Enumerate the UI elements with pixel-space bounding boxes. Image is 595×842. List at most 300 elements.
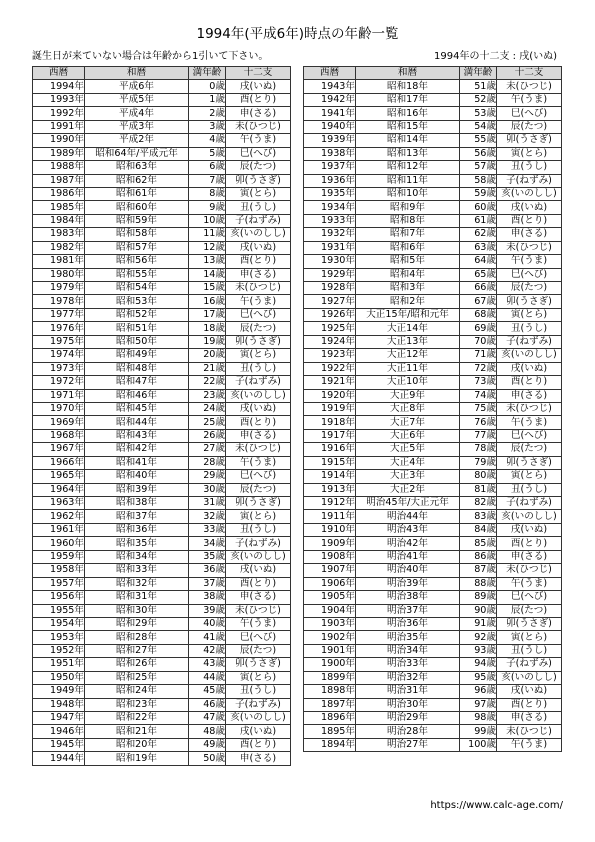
table-row: [304, 187, 562, 200]
cell-wareki: 昭和9年: [356, 201, 460, 214]
cell-age: 5歳: [189, 147, 226, 160]
cell-seireki: 1963年: [33, 497, 85, 510]
cell-eto: 亥(いのしし): [497, 187, 562, 200]
cell-wareki: 大正13年: [356, 335, 460, 348]
table-row: [33, 241, 291, 254]
table-row: [33, 268, 291, 281]
cell-wareki: 大正4年: [356, 456, 460, 469]
table-row: [304, 80, 562, 93]
table-row: [304, 658, 562, 671]
cell-age: 49歳: [189, 738, 226, 751]
table-row: [33, 107, 291, 120]
cell-wareki: 大正10年: [356, 376, 460, 389]
cell-wareki: 昭和42年: [85, 443, 189, 456]
cell-wareki: 明治28年: [356, 725, 460, 738]
cell-eto: 卯(うさぎ): [226, 174, 291, 187]
cell-eto: 卯(うさぎ): [226, 497, 291, 510]
cell-wareki: 昭和62年: [85, 174, 189, 187]
cell-wareki: 昭和30年: [85, 604, 189, 617]
cell-wareki: 昭和64年/平成元年: [85, 147, 189, 160]
cell-seireki: 1920年: [304, 389, 356, 402]
cell-seireki: 1950年: [33, 671, 85, 684]
table-row: [304, 470, 562, 483]
cell-age: 75歳: [460, 402, 497, 415]
cell-eto: 戌(いぬ): [226, 725, 291, 738]
cell-age: 38歳: [189, 591, 226, 604]
table-row: [304, 120, 562, 133]
table-row: [33, 282, 291, 295]
cell-seireki: 1923年: [304, 349, 356, 362]
cell-eto: 酉(とり): [497, 376, 562, 389]
cell-seireki: 1910年: [304, 523, 356, 536]
table-row: [304, 308, 562, 321]
cell-age: 42歳: [189, 644, 226, 657]
cell-age: 12歳: [189, 241, 226, 254]
cell-age: 100歳: [460, 738, 497, 751]
cell-seireki: 1956年: [33, 591, 85, 604]
cell-age: 23歳: [189, 389, 226, 402]
cell-eto: 申(さる): [226, 429, 291, 442]
table-row: [33, 174, 291, 187]
cell-seireki: 1955年: [33, 604, 85, 617]
cell-seireki: 1905年: [304, 591, 356, 604]
cell-wareki: 明治44年: [356, 510, 460, 523]
cell-wareki: 昭和33年: [85, 564, 189, 577]
cell-eto: 卯(うさぎ): [497, 456, 562, 469]
cell-wareki: 昭和43年: [85, 429, 189, 442]
cell-age: 82歳: [460, 497, 497, 510]
cell-wareki: 明治40年: [356, 564, 460, 577]
cell-age: 90歳: [460, 604, 497, 617]
cell-eto: 丑(うし): [226, 201, 291, 214]
cell-seireki: 1965年: [33, 470, 85, 483]
cell-wareki: 昭和54年: [85, 282, 189, 295]
cell-eto: 寅(とら): [226, 671, 291, 684]
cell-age: 2歳: [189, 107, 226, 120]
cell-age: 33歳: [189, 523, 226, 536]
cell-wareki: 昭和18年: [356, 80, 460, 93]
cell-age: 24歳: [189, 402, 226, 415]
table-row: [33, 147, 291, 160]
table-row: [304, 241, 562, 254]
cell-wareki: 昭和22年: [85, 712, 189, 725]
cell-seireki: 1926年: [304, 308, 356, 321]
cell-age: 50歳: [189, 752, 226, 765]
cell-seireki: 1899年: [304, 671, 356, 684]
cell-age: 20歳: [189, 349, 226, 362]
cell-wareki: 昭和5年: [356, 255, 460, 268]
cell-seireki: 1911年: [304, 510, 356, 523]
cell-eto: 亥(いのしし): [497, 349, 562, 362]
cell-age: 10歳: [189, 214, 226, 227]
cell-seireki: 1921年: [304, 376, 356, 389]
cell-eto: 丑(うし): [497, 161, 562, 174]
cell-age: 29歳: [189, 470, 226, 483]
cell-seireki: 1985年: [33, 201, 85, 214]
cell-eto: 申(さる): [226, 591, 291, 604]
cell-seireki: 1895年: [304, 725, 356, 738]
cell-seireki: 1924年: [304, 335, 356, 348]
table-row: [33, 591, 291, 604]
cell-wareki: 昭和11年: [356, 174, 460, 187]
cell-seireki: 1987年: [33, 174, 85, 187]
cell-eto: 巳(へび): [226, 470, 291, 483]
cell-seireki: 1912年: [304, 497, 356, 510]
cell-wareki: 明治37年: [356, 604, 460, 617]
cell-age: 59歳: [460, 187, 497, 200]
cell-eto: 酉(とり): [226, 255, 291, 268]
cell-eto: 卯(うさぎ): [497, 134, 562, 147]
cell-seireki: 1902年: [304, 631, 356, 644]
cell-wareki: 大正9年: [356, 389, 460, 402]
table-row: [33, 93, 291, 106]
cell-age: 72歳: [460, 362, 497, 375]
cell-wareki: 明治38年: [356, 591, 460, 604]
cell-wareki: 昭和17年: [356, 93, 460, 106]
table-row: [304, 362, 562, 375]
cell-wareki: 明治45年/大正元年: [356, 497, 460, 510]
cell-seireki: 1929年: [304, 268, 356, 281]
cell-eto: 巳(へび): [497, 107, 562, 120]
table-row: [33, 161, 291, 174]
cell-wareki: 昭和7年: [356, 228, 460, 241]
cell-eto: 午(うま): [497, 255, 562, 268]
cell-eto: 午(うま): [497, 416, 562, 429]
cell-seireki: 1952年: [33, 644, 85, 657]
table-row: [33, 120, 291, 133]
cell-eto: 丑(うし): [226, 685, 291, 698]
cell-age: 56歳: [460, 147, 497, 160]
cell-eto: 酉(とり): [497, 537, 562, 550]
cell-eto: 午(うま): [226, 456, 291, 469]
cell-eto: 辰(たつ): [497, 604, 562, 617]
cell-age: 93歳: [460, 644, 497, 657]
cell-wareki: 昭和49年: [85, 349, 189, 362]
cell-age: 68歳: [460, 308, 497, 321]
cell-eto: 未(ひつじ): [497, 241, 562, 254]
cell-wareki: 昭和28年: [85, 631, 189, 644]
cell-eto: 申(さる): [497, 712, 562, 725]
cell-seireki: 1907年: [304, 564, 356, 577]
cell-wareki: 昭和52年: [85, 308, 189, 321]
cell-age: 92歳: [460, 631, 497, 644]
table-row: [304, 712, 562, 725]
cell-seireki: 1993年: [33, 93, 85, 106]
table-row: [33, 738, 291, 751]
table-row: [304, 671, 562, 684]
cell-wareki: 昭和45年: [85, 402, 189, 415]
cell-seireki: 1962年: [33, 510, 85, 523]
cell-eto: 酉(とり): [226, 93, 291, 106]
cell-eto: 子(ねずみ): [226, 698, 291, 711]
cell-age: 3歳: [189, 120, 226, 133]
cell-eto: 亥(いのしし): [226, 228, 291, 241]
age-table-left-body: [33, 80, 291, 765]
cell-seireki: 1908年: [304, 550, 356, 563]
header-age: 満年齢: [189, 67, 226, 80]
cell-wareki: 昭和4年: [356, 268, 460, 281]
cell-wareki: 明治34年: [356, 644, 460, 657]
cell-age: 4歳: [189, 134, 226, 147]
cell-eto: 申(さる): [497, 228, 562, 241]
cell-age: 55歳: [460, 134, 497, 147]
table-row: [304, 349, 562, 362]
table-row: [304, 322, 562, 335]
cell-wareki: 明治30年: [356, 698, 460, 711]
table-row: [304, 402, 562, 415]
cell-age: 43歳: [189, 658, 226, 671]
cell-seireki: 1930年: [304, 255, 356, 268]
cell-seireki: 1953年: [33, 631, 85, 644]
cell-eto: 午(うま): [497, 577, 562, 590]
cell-seireki: 1940年: [304, 120, 356, 133]
cell-wareki: 昭和60年: [85, 201, 189, 214]
cell-age: 25歳: [189, 416, 226, 429]
cell-wareki: 昭和24年: [85, 685, 189, 698]
header-eto: 十二支: [226, 67, 291, 80]
cell-seireki: 1935年: [304, 187, 356, 200]
cell-eto: 未(ひつじ): [226, 604, 291, 617]
cell-seireki: 1945年: [33, 738, 85, 751]
cell-eto: 子(ねずみ): [226, 376, 291, 389]
cell-age: 54歳: [460, 120, 497, 133]
cell-wareki: 大正11年: [356, 362, 460, 375]
cell-wareki: 明治31年: [356, 685, 460, 698]
cell-eto: 寅(とら): [497, 147, 562, 160]
table-row: [304, 107, 562, 120]
cell-eto: 申(さる): [226, 107, 291, 120]
cell-wareki: 昭和6年: [356, 241, 460, 254]
cell-eto: 亥(いのしし): [497, 510, 562, 523]
cell-wareki: 昭和35年: [85, 537, 189, 550]
cell-eto: 未(ひつじ): [226, 443, 291, 456]
cell-seireki: 1917年: [304, 429, 356, 442]
cell-seireki: 1973年: [33, 362, 85, 375]
table-row: [33, 308, 291, 321]
cell-eto: 寅(とら): [226, 510, 291, 523]
cell-wareki: 平成6年: [85, 80, 189, 93]
cell-eto: 子(ねずみ): [497, 174, 562, 187]
cell-wareki: 昭和8年: [356, 214, 460, 227]
cell-age: 88歳: [460, 577, 497, 590]
cell-age: 7歳: [189, 174, 226, 187]
cell-age: 91歳: [460, 617, 497, 630]
cell-seireki: 1916年: [304, 443, 356, 456]
cell-wareki: 昭和48年: [85, 362, 189, 375]
cell-age: 84歳: [460, 523, 497, 536]
cell-seireki: 1934年: [304, 201, 356, 214]
cell-seireki: 1979年: [33, 282, 85, 295]
cell-wareki: 明治42年: [356, 537, 460, 550]
cell-seireki: 1897年: [304, 698, 356, 711]
cell-age: 37歳: [189, 577, 226, 590]
table-row: [304, 93, 562, 106]
cell-age: 77歳: [460, 429, 497, 442]
cell-seireki: 1957年: [33, 577, 85, 590]
cell-seireki: 1990年: [33, 134, 85, 147]
cell-eto: 辰(たつ): [226, 644, 291, 657]
cell-wareki: 大正7年: [356, 416, 460, 429]
cell-seireki: 1944年: [33, 752, 85, 765]
cell-seireki: 1977年: [33, 308, 85, 321]
cell-age: 26歳: [189, 429, 226, 442]
cell-eto: 戌(いぬ): [226, 564, 291, 577]
cell-wareki: 大正8年: [356, 402, 460, 415]
cell-age: 11歳: [189, 228, 226, 241]
cell-eto: 丑(うし): [497, 483, 562, 496]
cell-wareki: 昭和37年: [85, 510, 189, 523]
cell-wareki: 昭和16年: [356, 107, 460, 120]
table-row: [33, 349, 291, 362]
cell-eto: 子(ねずみ): [497, 497, 562, 510]
table-row: [33, 362, 291, 375]
cell-wareki: 昭和19年: [85, 752, 189, 765]
table-row: [304, 174, 562, 187]
cell-wareki: 昭和53年: [85, 295, 189, 308]
table-row: [304, 429, 562, 442]
cell-seireki: 1946年: [33, 725, 85, 738]
cell-eto: 巳(へび): [226, 308, 291, 321]
table-row: [304, 147, 562, 160]
cell-eto: 辰(たつ): [226, 161, 291, 174]
cell-eto: 亥(いのしし): [226, 550, 291, 563]
table-row: [304, 604, 562, 617]
cell-seireki: 1992年: [33, 107, 85, 120]
cell-seireki: 1974年: [33, 349, 85, 362]
table-row: [304, 698, 562, 711]
cell-age: 13歳: [189, 255, 226, 268]
cell-seireki: 1981年: [33, 255, 85, 268]
age-table-right: [303, 66, 562, 752]
table-row: [304, 295, 562, 308]
table-row: [304, 564, 562, 577]
cell-age: 65歳: [460, 268, 497, 281]
cell-eto: 辰(たつ): [497, 120, 562, 133]
table-row: [304, 497, 562, 510]
cell-seireki: 1960年: [33, 537, 85, 550]
cell-seireki: 1896年: [304, 712, 356, 725]
cell-seireki: 1971年: [33, 389, 85, 402]
table-row: [33, 631, 291, 644]
cell-seireki: 1942年: [304, 93, 356, 106]
birthday-note: 誕生日が来ていない場合は年齢から1引いて下さい。: [32, 51, 269, 62]
cell-eto: 巳(へび): [497, 591, 562, 604]
cell-eto: 酉(とり): [226, 738, 291, 751]
table-row: [304, 591, 562, 604]
cell-age: 36歳: [189, 564, 226, 577]
cell-age: 95歳: [460, 671, 497, 684]
cell-wareki: 明治32年: [356, 671, 460, 684]
cell-eto: 寅(とら): [226, 187, 291, 200]
cell-seireki: 1983年: [33, 228, 85, 241]
cell-seireki: 1933年: [304, 214, 356, 227]
site-url: https://www.calc-age.com/: [430, 800, 563, 811]
table-row: [33, 214, 291, 227]
cell-wareki: 大正12年: [356, 349, 460, 362]
cell-age: 58歳: [460, 174, 497, 187]
cell-age: 94歳: [460, 658, 497, 671]
table-row: [33, 402, 291, 415]
cell-seireki: 1943年: [304, 80, 356, 93]
cell-seireki: 1959年: [33, 550, 85, 563]
cell-seireki: 1931年: [304, 241, 356, 254]
cell-seireki: 1936年: [304, 174, 356, 187]
cell-seireki: 1906年: [304, 577, 356, 590]
cell-age: 15歳: [189, 282, 226, 295]
cell-wareki: 大正5年: [356, 443, 460, 456]
cell-seireki: 1969年: [33, 416, 85, 429]
table-row: [304, 161, 562, 174]
cell-wareki: 昭和12年: [356, 161, 460, 174]
table-row: [33, 564, 291, 577]
cell-wareki: 昭和59年: [85, 214, 189, 227]
cell-seireki: 1978年: [33, 295, 85, 308]
cell-wareki: 昭和31年: [85, 591, 189, 604]
cell-age: 78歳: [460, 443, 497, 456]
table-row: [33, 134, 291, 147]
table-row: [33, 658, 291, 671]
cell-eto: 酉(とり): [497, 214, 562, 227]
cell-wareki: 昭和27年: [85, 644, 189, 657]
cell-seireki: 1925年: [304, 322, 356, 335]
cell-seireki: 1915年: [304, 456, 356, 469]
table-row: [304, 577, 562, 590]
cell-eto: 戌(いぬ): [226, 241, 291, 254]
table-row: [304, 389, 562, 402]
cell-seireki: 1903年: [304, 617, 356, 630]
cell-age: 28歳: [189, 456, 226, 469]
cell-age: 69歳: [460, 322, 497, 335]
cell-age: 71歳: [460, 349, 497, 362]
table-row: [33, 295, 291, 308]
cell-age: 81歳: [460, 483, 497, 496]
cell-age: 39歳: [189, 604, 226, 617]
cell-eto: 午(うま): [497, 738, 562, 751]
cell-wareki: 昭和51年: [85, 322, 189, 335]
cell-age: 47歳: [189, 712, 226, 725]
cell-eto: 酉(とり): [497, 698, 562, 711]
cell-age: 30歳: [189, 483, 226, 496]
cell-wareki: 大正3年: [356, 470, 460, 483]
cell-wareki: 昭和50年: [85, 335, 189, 348]
table-row: [304, 134, 562, 147]
cell-eto: 戌(いぬ): [497, 685, 562, 698]
cell-age: 62歳: [460, 228, 497, 241]
table-row: [304, 510, 562, 523]
table-row: [304, 738, 562, 751]
cell-wareki: 昭和32年: [85, 577, 189, 590]
table-row: [33, 443, 291, 456]
table-row: [304, 537, 562, 550]
cell-seireki: 1918年: [304, 416, 356, 429]
cell-wareki: 昭和21年: [85, 725, 189, 738]
cell-age: 6歳: [189, 161, 226, 174]
cell-wareki: 明治29年: [356, 712, 460, 725]
cell-eto: 巳(へび): [497, 429, 562, 442]
cell-age: 17歳: [189, 308, 226, 321]
cell-age: 45歳: [189, 685, 226, 698]
cell-age: 21歳: [189, 362, 226, 375]
cell-seireki: 1949年: [33, 685, 85, 698]
cell-seireki: 1947年: [33, 712, 85, 725]
table-row: [304, 644, 562, 657]
cell-wareki: 大正15年/昭和元年: [356, 308, 460, 321]
cell-age: 8歳: [189, 187, 226, 200]
cell-wareki: 昭和34年: [85, 550, 189, 563]
table-row: [33, 604, 291, 617]
cell-wareki: 昭和56年: [85, 255, 189, 268]
cell-age: 80歳: [460, 470, 497, 483]
